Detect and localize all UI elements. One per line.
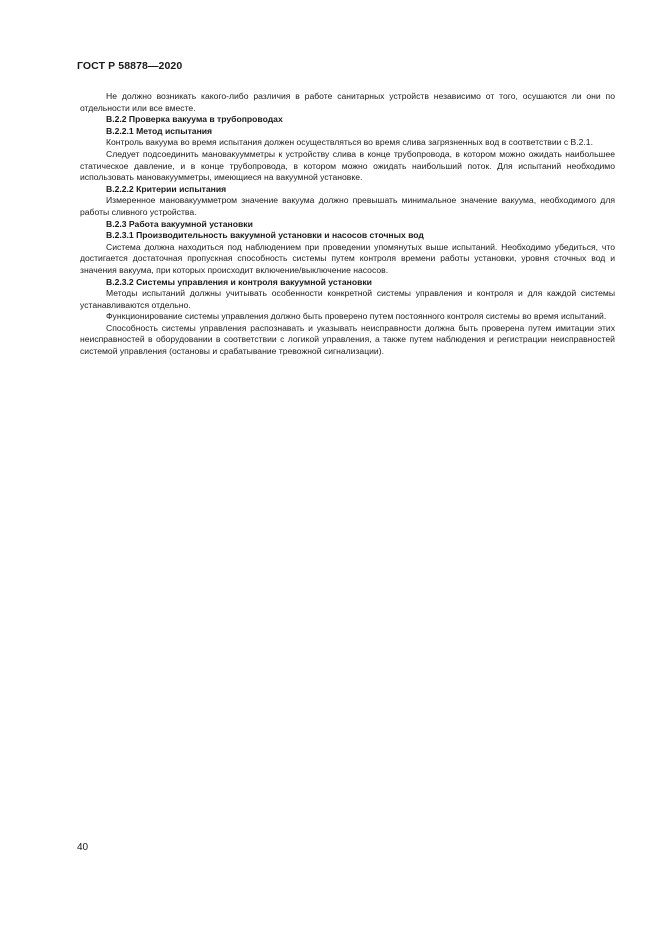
body-paragraph: Функционирование системы управления должно быть проверено путем постоянного контроля системы во время испытаний. [106, 311, 607, 322]
body-paragraph: Не должно возникать какого-либо различия в работе санитарных устройств независимо от того, осушаются ли они по отдельности или все вместе. [80, 91, 615, 113]
section-heading: В.2.3 Работа вакуумной установки [106, 218, 253, 229]
document-body [80, 91, 615, 358]
body-paragraph: Методы испытаний должны учитывать особенности конкретной системы управления и контроля и для каждой системы устанавливаются отдельно. [80, 288, 615, 310]
subsection-heading: В.2.3.2 Системы управления и контроля вакуумной установки [106, 276, 372, 287]
page-number: 40 [77, 842, 89, 853]
subsection-heading: В.2.3.1 Производительность вакуумной установки и насосов сточных вод [106, 230, 424, 241]
subsection-heading: В.2.2.1 Метод испытания [106, 125, 213, 136]
body-paragraph: Система должна находиться под наблюдением при проведении упомянутых выше испытаний. Необходимо убедиться, что достигается достаточная пропускная способность системы путем контроля времени работы установки, уровня сточных вод и значения вакуума, при которых происходит включение/выключение насосов. [80, 241, 615, 275]
subsection-heading: В.2.2.2 Критерии испытания [106, 183, 227, 194]
document-code-header: ГОСТ Р 58878—2020 [77, 60, 183, 72]
body-paragraph: Следует подсоединить мановакуумметры к устройству слива в конце трубопровода, в котором можно ожидать наибольшее статическое давление, и в конце трубопровода, в котором можно ожидать наибольший поток. Для испытаний необходимо использовать мановакуумметры, имеющиеся на вакуумной установке. [80, 148, 615, 183]
body-paragraph: Контроль вакуума во время испытания должен осуществляться во время слива загрязненных вод в соответствии с В.2.1. [106, 137, 593, 148]
section-heading: В.2.2 Проверка вакуума в трубопроводах [106, 114, 283, 125]
body-paragraph: Измеренное мановакуумметром значение вакуума должно превышать минимальное значение вакуума, необходимого для работы сливного устройства. [80, 195, 615, 217]
body-paragraph: Способность системы управления распознавать и указывать неисправности должна быть проверена путем имитации этих неисправностей в оборудовании в соответствии с логикой управления, а также путем наблюдения и регистрации неисправностей системой управления (остановы и срабатывание тревожной сигнализации). [80, 322, 615, 357]
